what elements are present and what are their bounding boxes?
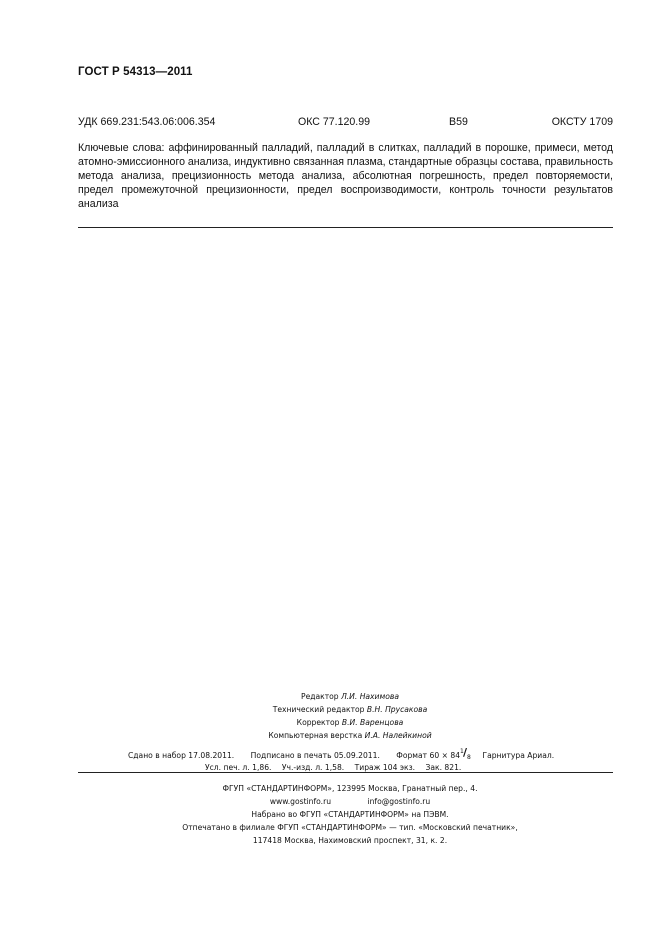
print-run: Тираж 104 экз. [354,763,416,772]
order-number: Зак. 821. [425,763,462,772]
editor-label: Редактор [301,692,339,701]
publisher-address: ФГУП «СТАНДАРТИНФОРМ», 123995 Москва, Гранатный пер., 4. [222,784,478,793]
staff-credits [150,690,550,742]
group-code: В59 [449,116,468,128]
publisher-contacts [150,795,550,808]
typeset-note: Набрано во ФГУП «СТАНДАРТИНФОРМ» на ПЭВМ. [251,810,449,819]
printer-address: 117418 Москва, Нахимовский проспект, 31, к. 2. [252,836,448,845]
keywords-paragraph: Ключевые слова: аффинированный палладий, палладий в слитках, палладий в порошке, примеси, метод атомно-эмиссионного анализа, индуктивно связанная плазма, стандартные образцы состава, правильность метода анализа, прецизионность метода анализа, абсолютная погрешность, предел повторяемости, предел промежуточной прецизионности, предел воспроизводимости, контроль точности результатов анализа [78,142,613,210]
classification-codes [78,116,613,130]
editor-name: Л.И. Нахимова [341,692,399,701]
signed-date: Подписано в печать 05.09.2011. [250,751,380,760]
tech-editor-label: Технический редактор [272,705,365,714]
layout-name: И.А. Налейкиной [364,731,432,740]
divider-top [78,227,613,228]
layout-label: Компьютерная верстка [268,731,363,740]
tech-editor-name: В.Н. Прусакова [366,705,428,714]
email-link[interactable]: info@gostinfo.ru [367,797,431,806]
printed-note: Отпечатано в филиале ФГУП «СТАНДАРТИНФОРМ» — тип. «Московский печатник», [182,823,518,832]
format-fraction: 1 / 8 [460,746,471,761]
standard-number: ГОСТ Р 54313—2011 [78,66,193,78]
udk-code: УДК 669.231:543.06:006.354 [78,116,216,128]
submitted-date: Сдано в набор 17.08.2011. [128,751,235,760]
typeface: Гарнитура Ариал. [482,751,555,760]
print-info-line-1 [128,748,554,762]
corrector-label: Корректор [296,718,340,727]
corrector-name: В.И. Варенцова [341,718,404,727]
publisher-block [150,782,550,847]
layout-line [150,729,550,742]
corrector-line [150,716,550,729]
paper-format: Формат 60 × 84 [396,751,461,760]
publisher-sheets: Уч.-изд. л. 1,58. [281,763,345,772]
website-link[interactable]: www.gostinfo.ru [269,797,332,806]
printed-sheets: Усл. печ. л. 1,86. [205,763,272,772]
tech-editor-line [150,703,550,716]
divider-bottom [78,772,613,773]
oks-code: ОКС 77.120.99 [298,116,371,128]
okstu-code: ОКСТУ 1709 [551,116,613,128]
editor-line [150,690,550,703]
